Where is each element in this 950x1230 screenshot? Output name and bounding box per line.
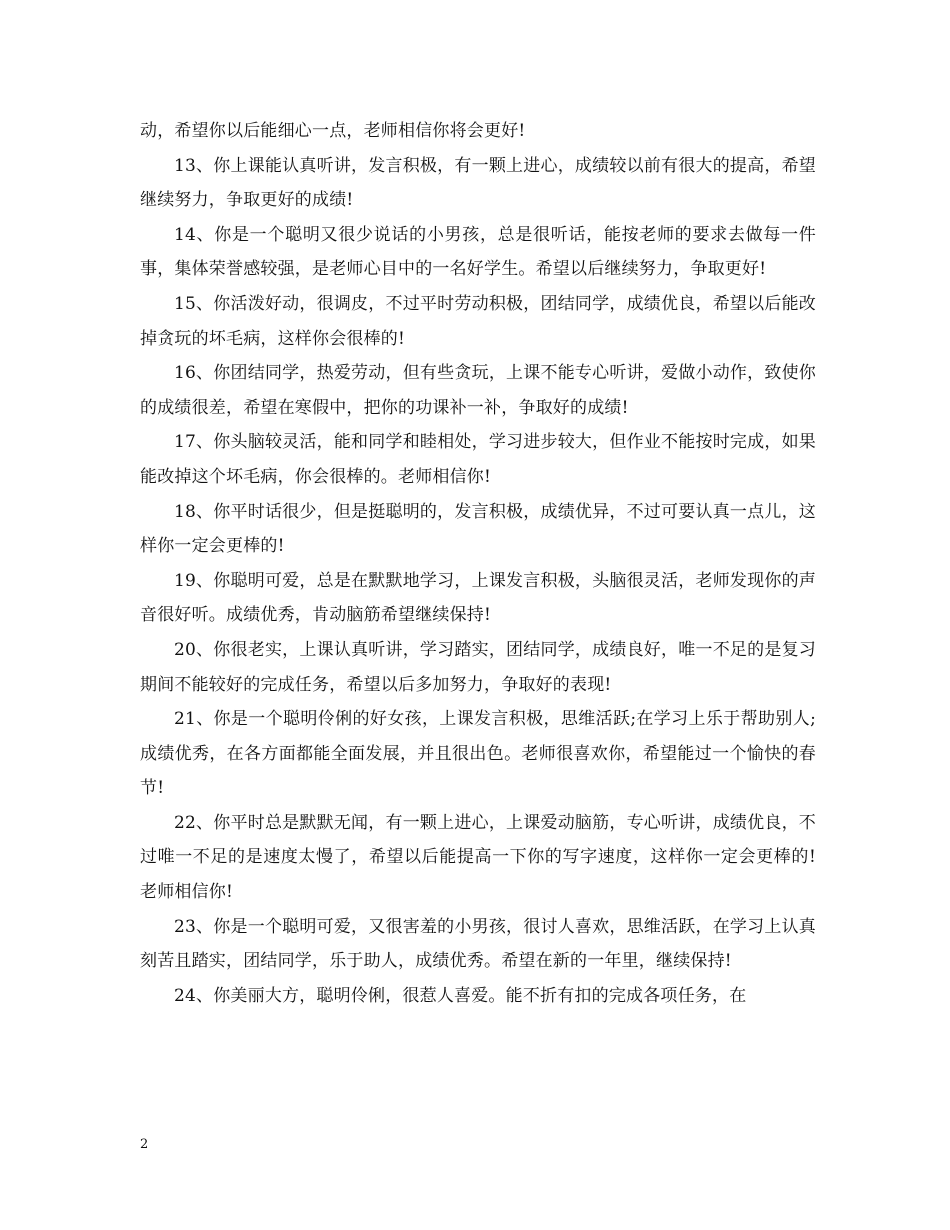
paragraph-21: 21、你是一个聪明伶俐的好女孩，上课发言积极，思维活跃;在学习上乐于帮助别人;成绩优秀，在各方面都能全面发展，并且很出色。老师很喜欢你，希望能过一个愉快的春节! <box>140 709 816 799</box>
document-body <box>140 114 816 1013</box>
paragraph-19: 19、你聪明可爱，总是在默默地学习，上课发言积极，头脑很灵活，老师发现你的声音很好听。成绩优秀，肯动脑筋希望继续保持! <box>140 570 816 626</box>
paragraph-20: 20、你很老实，上课认真听讲，学习踏实，团结同学，成绩良好，唯一不足的是复习期间不能较好的完成任务，希望以后多加努力，争取好的表现! <box>140 639 816 695</box>
paragraph-14: 14、你是一个聪明又很少说话的小男孩，总是很听话，能按老师的要求去做每一件事，集体荣誉感较强，是老师心目中的一名好学生。希望以后继续努力，争取更好! <box>140 224 816 280</box>
paragraph-16: 16、你团结同学，热爱劳动，但有些贪玩，上课不能专心听讲，爱做小动作，致使你的成绩很差，希望在寒假中，把你的功课补一补，争取好的成绩! <box>140 363 816 418</box>
paragraph-13: 13、你上课能认真听讲，发言积极，有一颗上进心，成绩较以前有很大的提高，希望继续努力，争取更好的成绩! <box>140 155 816 211</box>
paragraph-15: 15、你活泼好动，很调皮，不过平时劳动积极，团结同学，成绩优良，希望以后能改掉贪玩的坏毛病，这样你会很棒的! <box>140 293 816 349</box>
paragraph-24: 24、你美丽大方，聪明伶俐，很惹人喜爱。能不折有扣的完成各项任务，在 <box>174 985 747 1006</box>
paragraph-17: 17、你头脑较灵活，能和同学和睦相处，学习进步较大，但作业不能按时完成，如果能改掉这个坏毛病，你会很棒的。老师相信你! <box>140 432 816 487</box>
page-number: 2 <box>140 1137 149 1152</box>
paragraph-22: 22、你平时总是默默无闻，有一颗上进心，上课爱动脑筋，专心听讲，成绩优良，不过唯一不足的是速度太慢了，希望以后能提高一下你的写字速度，这样你一定会更棒的!老师相信你! <box>140 812 816 903</box>
paragraph-23: 23、你是一个聪明可爱，又很害羞的小男孩，很讨人喜欢，思维活跃，在学习上认真刻苦且踏实，团结同学，乐于助人，成绩优秀。希望在新的一年里，继续保持! <box>140 916 816 972</box>
paragraph-continued: 动，希望你以后能细心一点，老师相信你将会更好! <box>140 121 526 141</box>
paragraph-18: 18、你平时话很少，但是挺聪明的，发言积极，成绩优异，不过可要认真一点儿，这样你一定会更棒的! <box>140 501 816 557</box>
